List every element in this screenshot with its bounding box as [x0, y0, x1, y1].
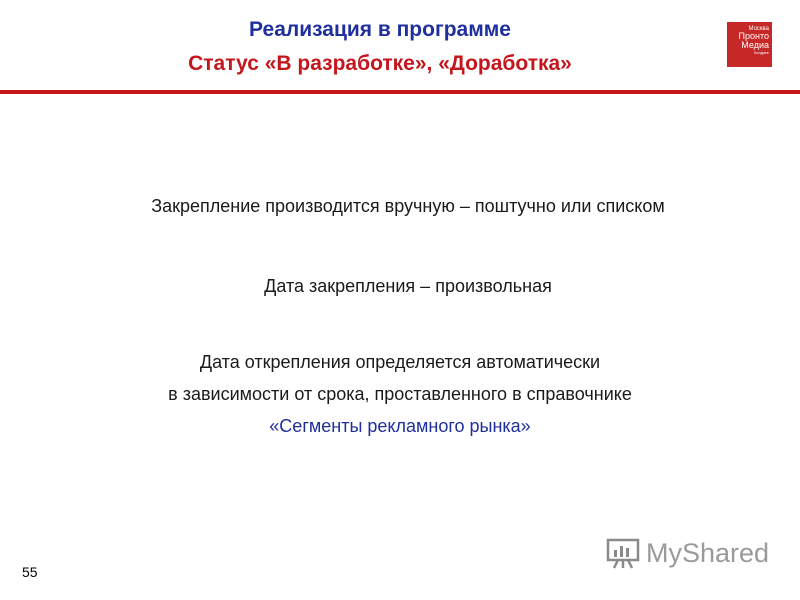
logo-text-pronto: Пронто: [738, 31, 769, 41]
body-text-directory-name: «Сегменты рекламного рынка»: [269, 416, 531, 436]
slide-subtitle: Статус «В разработке», «Доработка»: [188, 52, 572, 75]
body-text-unassignment: Дата открепления определяется автоматически: [199, 352, 601, 372]
body-text-unassignment-detail: в зависимости от срока, проставленного в справочнике: [168, 384, 632, 404]
watermark: [606, 536, 769, 570]
logo-text-city: Москва: [748, 26, 769, 32]
page-number: 55: [22, 564, 38, 580]
body-text-assignment-date: Дата закрепления – произвольная: [264, 276, 552, 296]
body-text-assignment: Закрепление производится вручную – поштучно или списком: [151, 196, 665, 216]
slide-title: Реализация в программе: [249, 18, 511, 41]
company-logo: [727, 22, 772, 67]
logo-text-holding: Холдинг: [753, 50, 769, 55]
header-divider: [0, 90, 800, 94]
presentation-board-icon: [606, 536, 640, 570]
watermark-text: MyShared: [646, 537, 770, 568]
logo-text-media: Медиа: [741, 40, 769, 50]
